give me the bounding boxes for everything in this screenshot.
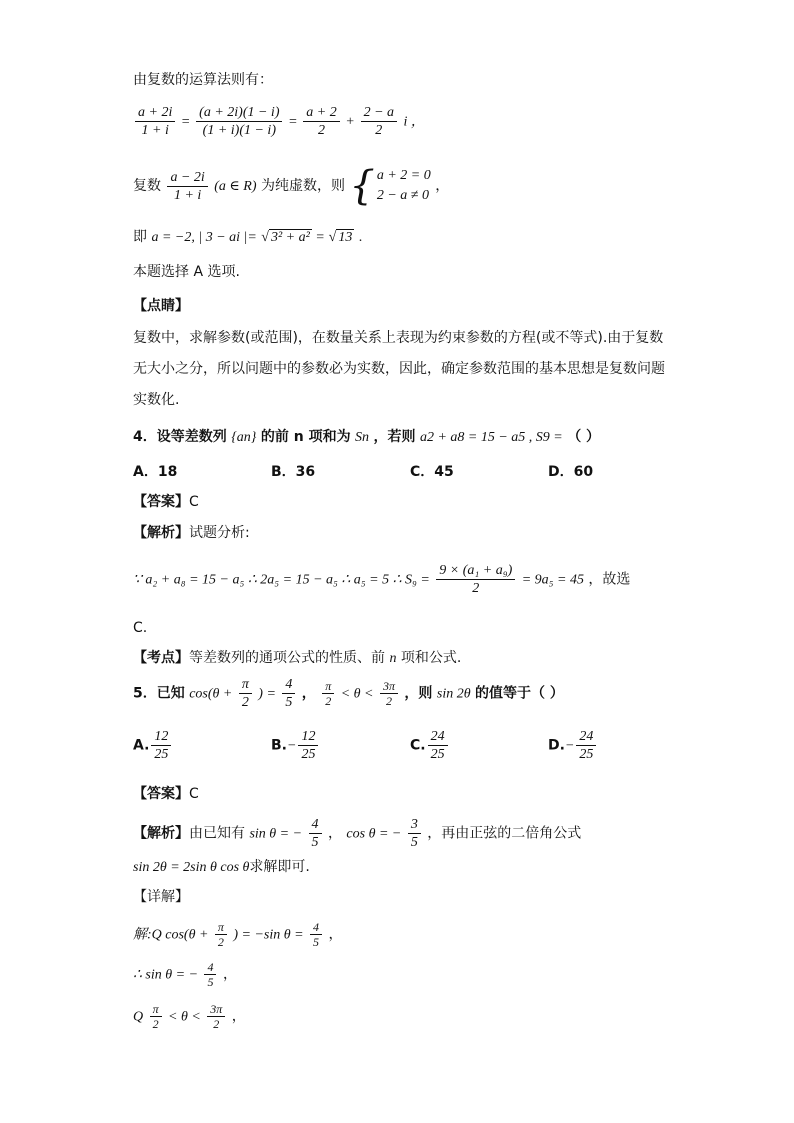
fraction: $\frac{3\pi}{2}$ (380, 679, 398, 708)
option-d: D．60 (548, 464, 594, 480)
question-5-stem: 5．已知 cos(θ + $\frac{\pi}{2}$ ) = $\frac{4}{5}$ ， $\frac{\pi}{2}$ < θ < $\frac{3\pi}{2}$ ，则 sin 2θ 的值等于（ ） (133, 677, 564, 710)
analysis-line-4: 【解析】试题分析: (133, 525, 250, 541)
intro-line (133, 70, 273, 90)
fraction: $\frac{\pi}{2}$ (239, 676, 252, 711)
fraction: $\frac{12}{25}$ (298, 728, 318, 763)
work-line-4: ∵ a₂ + a₈ = 15 − a₅ ∴ 2a₅ = 15 − a₅ ∴ a₅ = 5 ∴ S₉ = $\frac{\text{9 × (a₁ + a₉)}}{2}$ = 9a₅ = 45 ，故选 (133, 563, 631, 596)
question-4-stem: 4．设等差数列 {an} 的前 n 项和为 Sn ，若则 a2 + a8 = 15 − a5 , S9 = （ ） (133, 429, 601, 445)
answer-line-5: 【答案】C (133, 786, 199, 802)
fraction: $\frac{12}{25}$ (151, 728, 171, 763)
fraction: $\frac{\pi}{2}$ (322, 679, 334, 708)
option-b: B．36 (271, 464, 316, 480)
fraction: $\frac{4}{5}$ (309, 816, 322, 851)
answer-line-4: 【答案】C (133, 494, 199, 510)
fraction: $\frac{a + 2i}{1 + i}$ (135, 104, 175, 139)
option-b: B.− $\frac{12}{25}$ (271, 728, 320, 763)
analysis-line-5: 【解析】由已知有 sin θ = − $\frac{4}{5}$ ， cos θ = − $\frac{3}{5}$ ，再由正弦的二倍角公式 (133, 817, 582, 850)
intro-text: 由复数的运算法则有： (133, 72, 273, 88)
fraction: $\frac{2 - a}{2}$ (361, 104, 397, 139)
fraction: $\frac{24}{25}$ (576, 728, 596, 763)
fraction: $\frac{24}{25}$ (428, 728, 448, 763)
formula-line-5: sin 2θ = 2sin θ cos θ求解即可. (133, 859, 310, 875)
tip-line-1: 复数中，求解参数(或范围)，在数量关系上表现为约束参数的方程(或不等式).由于复数 (133, 330, 664, 346)
choose-line: 本题选择 A 选项. (133, 264, 240, 280)
option-a: A．18 (133, 464, 178, 480)
fraction: $\frac{\pi}{2}$ (215, 920, 227, 949)
detail-line-2: ∴ sin θ = − $\frac{4}{5}$ ， (133, 960, 237, 989)
detail-line-3: Q $\frac{\pi}{2}$ < θ < $\frac{3\pi}{2}$ ， (133, 1002, 246, 1031)
condition-line: 复数 $\frac{a - 2i}{1 + i}$ (a ∈ R) 为纯虚数，则 { a + 2 = 0 2 − a ≠ 0 ， (133, 163, 450, 209)
fraction: $\frac{a - 2i}{1 + i}$ (167, 169, 207, 204)
fraction: $\frac{\pi}{2}$ (150, 1002, 162, 1031)
detail-line-1: 解:Q cos(θ + $\frac{\pi}{2}$ ) = −sin θ = $\frac{4}{5}$ ， (133, 920, 343, 949)
fraction: $\frac{3\pi}{2}$ (207, 1002, 225, 1031)
square-root: √ 3² + a² (261, 230, 310, 245)
fraction: $\frac{a + 2}{2}$ (303, 104, 339, 139)
equation-1: $\frac{a + 2i}{1 + i}$ = $\frac{(a + 2i)(1 - i)}{(1 + i)(1 - i)}$ = $\frac{a + 2}{2}$ + $\frac{2 - a}{2}$ i ， (133, 104, 425, 139)
fraction: $\frac{4}{5}$ (282, 676, 295, 711)
option-c: C. $\frac{24}{25}$ (410, 728, 450, 763)
equation-system: { a + 2 = 0 2 − a ≠ 0 (349, 163, 431, 209)
tip-line-3: 实数化. (133, 392, 180, 408)
fraction: $\frac{4}{5}$ (310, 920, 322, 949)
point-line-4: 【考点】等差数列的通项公式的性质、前 n 项和公式. (133, 650, 462, 666)
tip-line-2: 无大小之分，所以问题中的参数必为实数，因此，确定参数范围的基本思想是复数问题 (133, 361, 665, 377)
detail-label: 【详解】 (133, 889, 189, 905)
result-line: 即 a = −2, | 3 − ai |= √ 3² + a² = √ 13 . (133, 227, 362, 248)
option-c: C．45 (410, 464, 454, 480)
tip-label: 【点睛】 (133, 298, 189, 314)
fraction: $\frac{3}{5}$ (408, 816, 421, 851)
fraction: $\frac{\text{9 × (a₁ + a₉)}}{2}$ (436, 562, 515, 597)
fraction: $\frac{(a + 2i)(1 - i)}{(1 + i)(1 - i)}$ (196, 104, 282, 139)
square-root: √ 13 (328, 230, 353, 245)
fraction: $\frac{4}{5}$ (204, 960, 216, 989)
work-end-4: C. (133, 620, 148, 636)
option-a: A. $\frac{12}{25}$ (133, 728, 173, 763)
option-d: D.− $\frac{24}{25}$ (548, 728, 598, 763)
